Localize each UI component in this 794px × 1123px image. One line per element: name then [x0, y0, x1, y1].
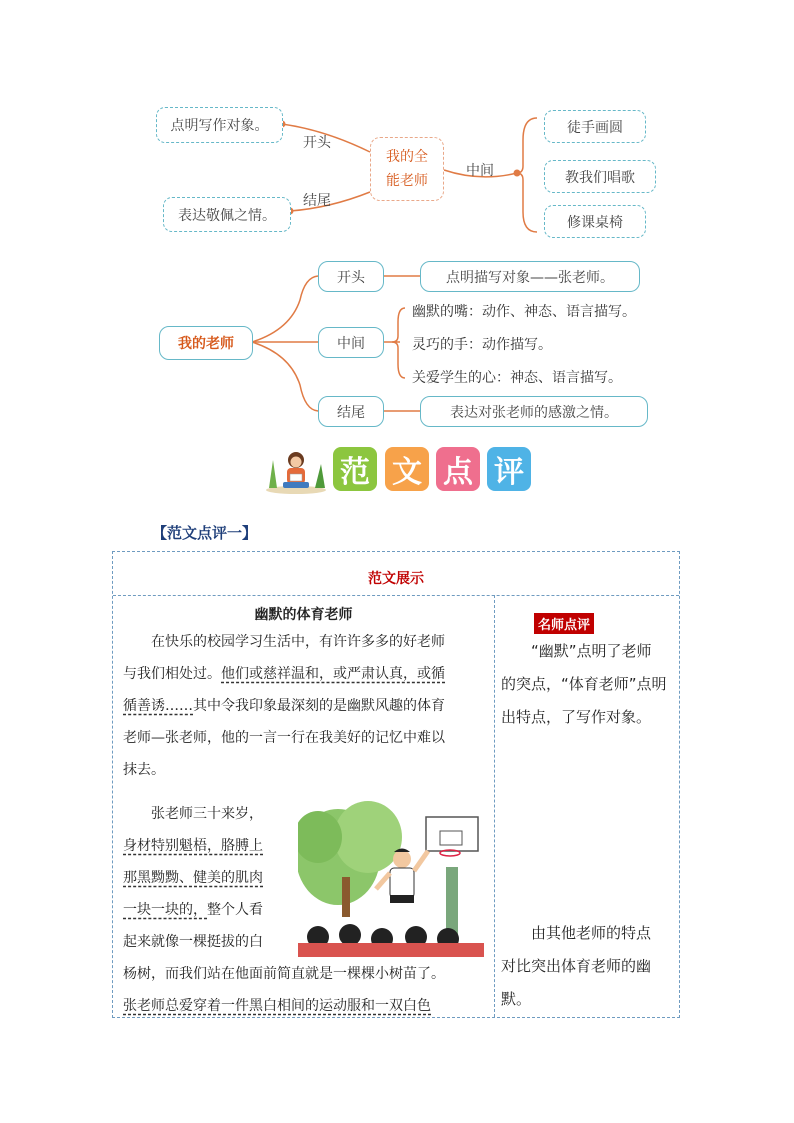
essay-table [112, 551, 680, 1018]
banner-tile-1: 范 [333, 447, 377, 491]
mindmap-2-middle-detail-1: 灵巧的手：动作描写。 [412, 337, 552, 353]
mindmap-1-item-1: 教我们唱歌 [544, 160, 656, 193]
mindmap-2-ending-detail: 表达对张老师的感激之情。 [420, 396, 648, 427]
section-title: 【范文点评一】 [152, 524, 258, 542]
essay-paragraph-1 [123, 626, 489, 786]
reading-girl-illustration [263, 446, 329, 494]
essay-line: 张老师三十来岁， [151, 806, 263, 822]
comment-2 [501, 917, 677, 1016]
essay-line: 那黑黝黝、健美的肌肉 [123, 870, 263, 886]
mindmap-1-label-middle: 中间 [466, 163, 494, 179]
mindmap-2-opening-detail: 点明描写对象——张老师。 [420, 261, 640, 292]
comment-line: “幽默”点明了老师 [531, 642, 652, 660]
mindmap-2-middle-detail-0: 幽默的嘴：动作、神态、语言描写。 [412, 304, 636, 320]
mindmap-2-root: 我的老师 [159, 326, 253, 360]
mindmap-1-opening-node: 点明写作对象。 [156, 107, 283, 143]
comment-line: 由其他老师的特点 [531, 924, 652, 942]
comment-badge: 名师点评 [534, 613, 594, 634]
essay-line: 一块一块的，整个人看 [123, 902, 263, 918]
comment-line: 默。 [501, 990, 532, 1008]
table-header: 范文展示 [368, 571, 424, 587]
comment-line: 对比突出体育老师的幽 [501, 957, 652, 975]
banner-tile-4: 评 [487, 447, 531, 491]
comment-line: 的突点，“体育老师”点明 [501, 675, 667, 693]
header-divider [113, 595, 679, 596]
center-line-1: 我的全 [386, 149, 428, 165]
essay-line: 张老师总爱穿着一件黑白相间的运动服和一双白色 [123, 998, 431, 1014]
comment-line: 出特点，了写作对象。 [501, 708, 652, 726]
mindmap-1-label-opening: 开头 [303, 135, 331, 151]
essay-line: 在快乐的校园学习生活中，有许许多多的好老师 [151, 634, 445, 650]
mindmap-1-ending-node: 表达敬佩之情。 [163, 197, 291, 232]
center-line-2: 能老师 [386, 173, 428, 189]
mindmap-2-branch-opening: 开头 [318, 261, 384, 292]
banner-tile-3: 点 [436, 447, 480, 491]
mindmap-2-branch-ending: 结尾 [318, 396, 384, 427]
essay-line: 杨树，而我们站在他面前简直就是一棵棵小树苗了。 [123, 966, 445, 982]
mindmap-1-connectors [0, 0, 794, 250]
essay-line: 起来就像一棵挺拔的白 [123, 934, 263, 950]
essay-line: 抹去。 [123, 762, 165, 778]
mindmap-1-label-ending: 结尾 [303, 193, 331, 209]
comment-1 [501, 635, 677, 734]
mindmap-1-item-0: 徒手画圆 [544, 110, 646, 143]
mindmap-1-center-node [370, 137, 444, 201]
banner-tile-2: 文 [385, 447, 429, 491]
essay-title: 幽默的体育老师 [254, 607, 353, 623]
essay-line: 循善诱……其中令我印象最深刻的是幽默风趣的体育 [123, 698, 445, 714]
mindmap-2-connectors [0, 250, 794, 440]
essay-line: 身材特别魁梧，胳膊上 [123, 838, 263, 854]
essay-line: 与我们相处过。他们或慈祥温和，或严肃认真，或循 [123, 666, 445, 682]
essay-line: 老师—张老师，他的一言一行在我美好的记忆中难以 [123, 730, 445, 746]
mindmap-1-item-2: 修课桌椅 [544, 205, 646, 238]
mindmap-2-branch-middle: 中间 [318, 327, 384, 358]
mindmap-2-middle-detail-2: 关爱学生的心：神态、语言描写。 [412, 370, 622, 386]
basketball-teacher-illustration [298, 797, 484, 957]
